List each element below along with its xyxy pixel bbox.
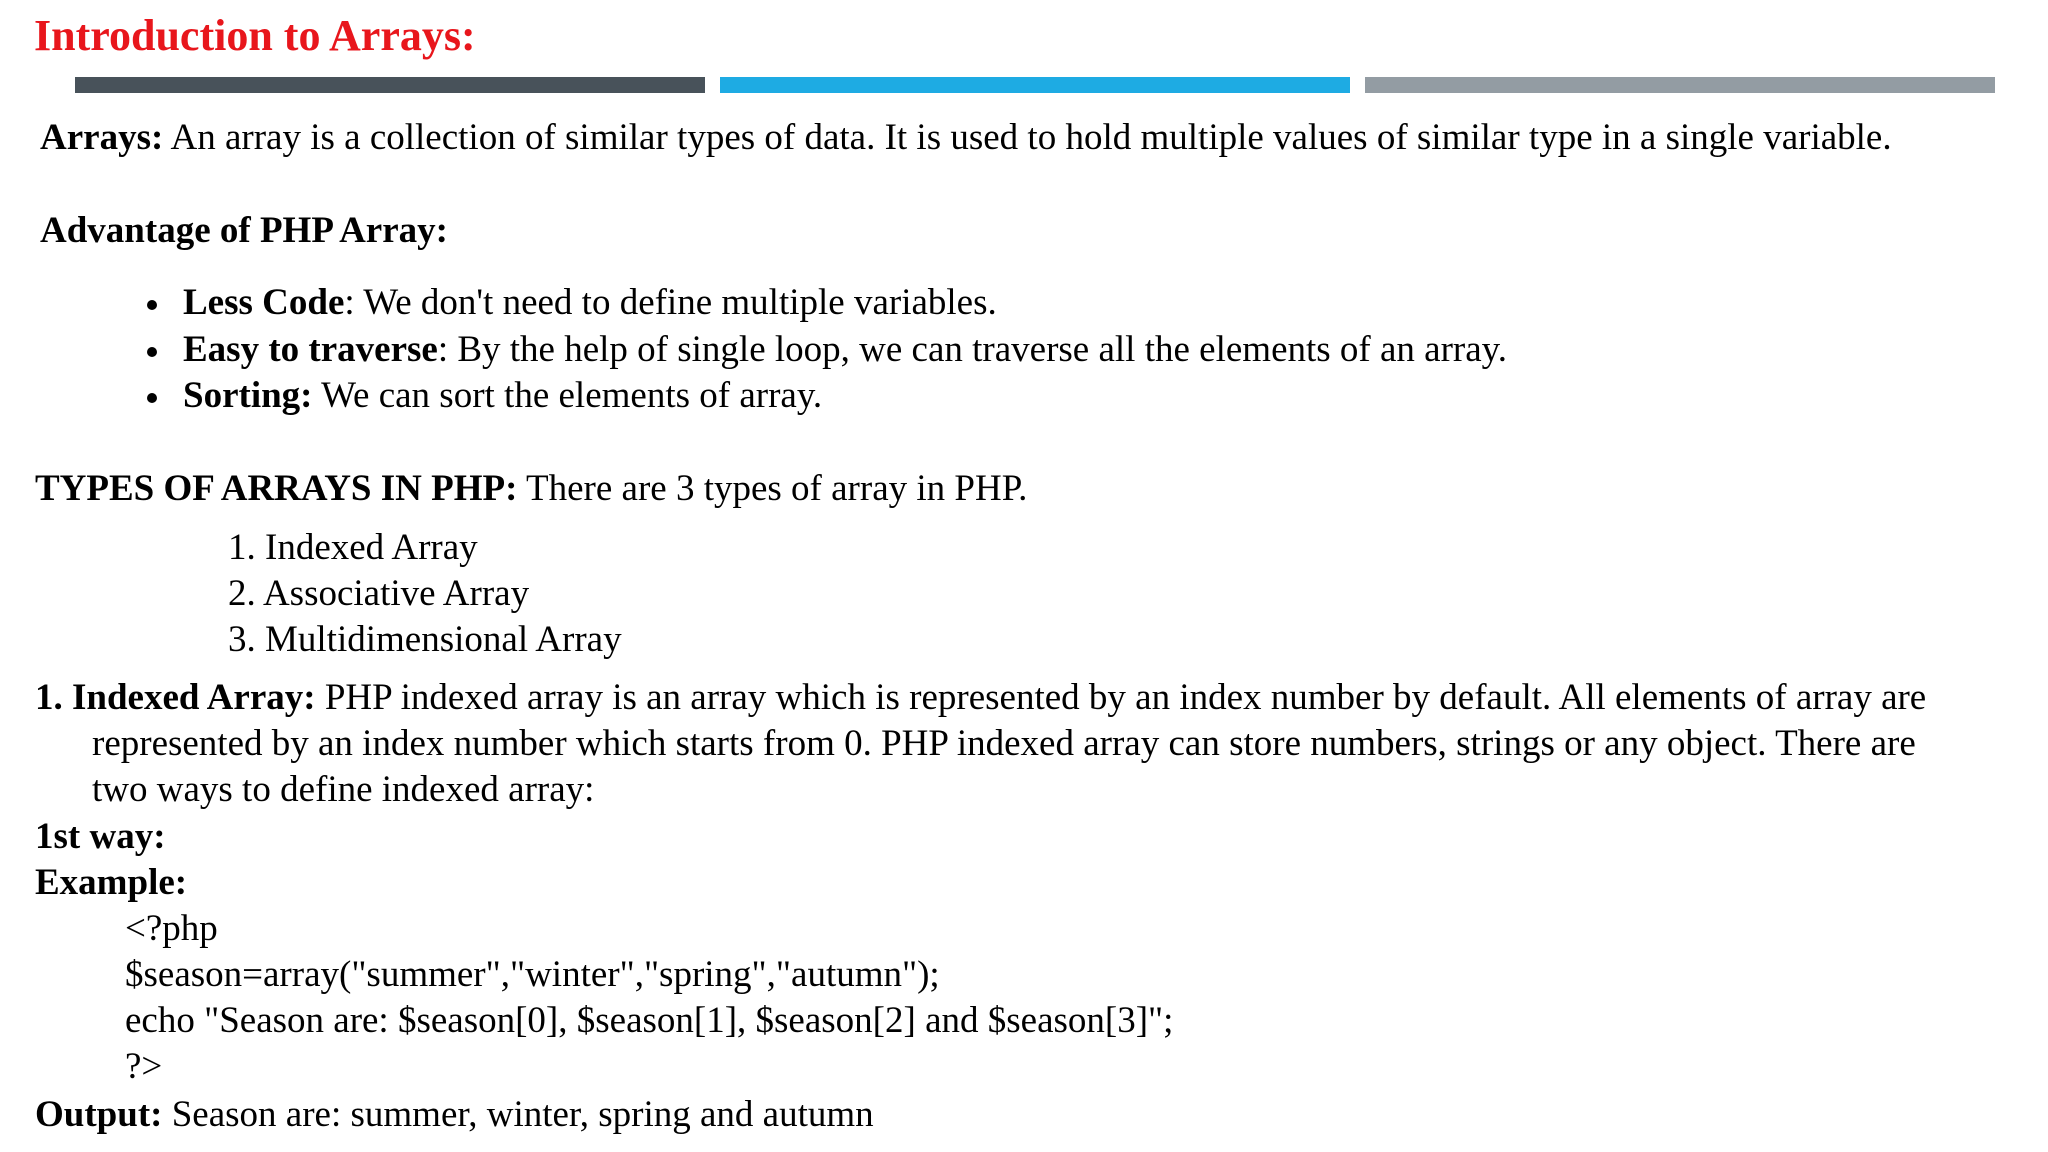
code-line-3: echo "Season are: $season[0], $season[1], $season[2] and $season[3]";: [125, 1000, 1174, 1041]
indexed-text-1: PHP indexed array is an array which is represented by an index number by default. All elements of array are: [315, 677, 1927, 718]
advantage-item-less-code: [183, 280, 997, 326]
indexed-label: 1. Indexed Array:: [35, 677, 316, 718]
types-heading: [35, 466, 1027, 512]
advantage-item-sorting: [183, 373, 822, 419]
header-bar-blue: [720, 77, 1350, 93]
indexed-line-3: two ways to define indexed array:: [92, 769, 595, 810]
indexed-line-2: represented by an index number which starts from 0. PHP indexed array can store numbers, strings or any object. There are: [92, 723, 1916, 764]
indexed-line-1: [35, 675, 1926, 721]
types-label: TYPES OF ARRAYS IN PHP:: [35, 468, 518, 509]
advantage-text: We can sort the elements of array.: [312, 375, 823, 416]
bullet-icon: [147, 300, 157, 310]
advantage-heading-text: Advantage of PHP Array:: [40, 210, 448, 251]
code-line-4: ?>: [125, 1046, 163, 1087]
types-item-multidimensional: 3. Multidimensional Array: [228, 619, 622, 660]
code-line-1: <?php: [125, 908, 218, 949]
example-label: [35, 860, 187, 906]
arrays-label: Arrays:: [40, 117, 164, 158]
header-bar-gray: [1365, 77, 1995, 93]
advantage-text: : By the help of single loop, we can traverse all the elements of an array.: [437, 329, 1508, 370]
output-text: Season are: summer, winter, spring and autumn: [162, 1094, 874, 1135]
output-line: [35, 1092, 874, 1138]
advantage-text: : We don't need to define multiple variables.: [344, 282, 997, 323]
header-bar-dark: [75, 77, 705, 93]
advantage-label: Easy to traverse: [183, 329, 438, 370]
types-item-indexed: 1. Indexed Array: [228, 527, 478, 568]
bullet-icon: [147, 347, 157, 357]
advantage-label: Less Code: [183, 282, 345, 323]
types-item-associative: 2. Associative Array: [228, 573, 530, 614]
arrays-text: An array is a collection of similar types of data. It is used to hold multiple values of similar type in a single variable.: [163, 117, 1892, 158]
advantage-heading: [40, 208, 448, 254]
advantage-item-easy-traverse: [183, 327, 1507, 373]
output-label: Output:: [35, 1094, 163, 1135]
code-line-2: $season=array("summer","winter","spring","autumn");: [125, 954, 940, 995]
first-way-text: 1st way:: [35, 816, 166, 857]
page-title: Introduction to Arrays:: [34, 11, 476, 60]
arrays-definition: [40, 115, 1892, 161]
bullet-icon: [147, 393, 157, 403]
advantage-label: Sorting:: [183, 375, 313, 416]
first-way-label: [35, 814, 166, 860]
types-text: There are 3 types of array in PHP.: [517, 468, 1028, 509]
example-text: Example:: [35, 862, 188, 903]
